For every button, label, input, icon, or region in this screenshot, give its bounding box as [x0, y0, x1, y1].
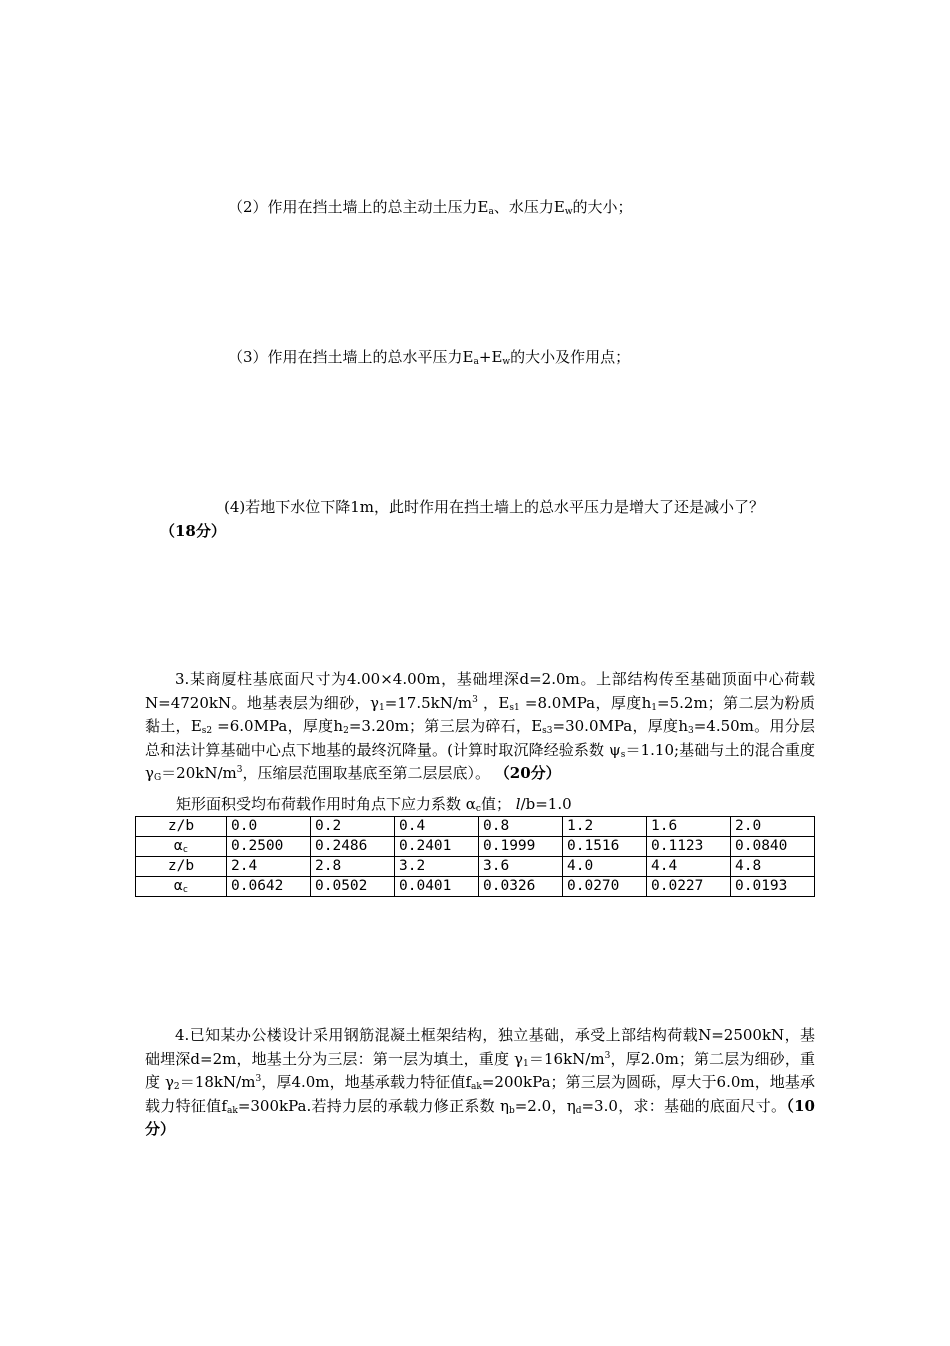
table-cell: 0.0270: [563, 877, 647, 897]
question-2-part-4: (4)若地下水位下降1m，此时作用在挡土墙上的总水平压力是增大了还是减小了？: [224, 498, 765, 516]
row-header: $\alpha_c$: [136, 837, 227, 857]
question-2-part-2: （2）作用在挡土墙上的总主动土压力$E_a$、水压力$E_w$的大小；: [228, 198, 633, 217]
table-cell: 1.6: [647, 817, 731, 837]
table-cell: 2.4: [227, 857, 311, 877]
table-cell: 2.8: [311, 857, 395, 877]
table-cell: 0.1123: [647, 837, 731, 857]
table-cell: 0.1999: [479, 837, 563, 857]
table-cell: 0.0: [227, 817, 311, 837]
row-header: z/b: [136, 817, 227, 837]
table-cell: 3.6: [479, 857, 563, 877]
table-row: [136, 877, 815, 897]
table-cell: 4.8: [731, 857, 815, 877]
row-header: $\alpha_c$: [136, 877, 227, 897]
table-cell: 0.0401: [395, 877, 479, 897]
question-4-points: （10分）: [145, 1096, 815, 1138]
table-caption: 矩形面积受均布荷载作用时角点下应力系数 $\alpha_c$值； l/b=1.0: [176, 795, 572, 814]
question-2-part-3: （3）作用在挡土墙上的总水平压力$E_a+E_w$的大小及作用点；: [228, 348, 631, 367]
table-cell: 0.2401: [395, 837, 479, 857]
table-cell: 0.2486: [311, 837, 395, 857]
table-cell: 0.4: [395, 817, 479, 837]
table-cell: 0.0502: [311, 877, 395, 897]
row-header: z/b: [136, 857, 227, 877]
question-4: 4.已知某办公楼设计采用钢筋混凝土框架结构，独立基础，承受上部结构荷载N=2500kN，基础埋深d=2m，地基土分为三层：第一层为填土，重度 $\gamma_1=16kN/m^3$，厚2.0m；第二层为细砂，重度 $\gamma_2=18kN/m^3$，厚4.0m，地基承载力特征值$f_{ak}=200kPa$；第三层为圆砾，厚大于6.0m，地基承载力特征值$f_{ak}=300kPa$.若持力层的承载力修正系数 $\eta_b=2.0$，$\eta_d=3.0$，求：基础的底面尺寸。（10分）: [145, 1026, 815, 1138]
table-cell: 0.2: [311, 817, 395, 837]
table-cell: 0.8: [479, 817, 563, 837]
question-3-points: （20分）: [494, 764, 561, 782]
table-cell: 0.0326: [479, 877, 563, 897]
question-3: 3.某商厦柱基底面尺寸为4.00×4.00m，基础埋深d=2.0m。上部结构传至基础顶面中心荷载N=4720kN。地基表层为细砂，$\gamma_1=17.5kN/m^3$ ，$E_{s1} =8.0MPa$，厚度$h_1=5.2m$；第二层为粉质黏土，$E_{s2} =6.0MPa$，厚度$h_2=3.20m$；第三层为碎石，$E_{s3}=30.0MPa$，厚度$h_3=4.50m$。用分层总和法计算基础中心点下地基的最终沉降量。(计算时取沉降经验系数 $\psi_s=1.10$;基础与土的混合重度 $\gamma_G=20kN/m^3$，压缩层范围取基底至第二层层底）。 （20分）: [145, 670, 816, 783]
table-row: [136, 837, 815, 857]
question-2-points: （18分）: [160, 522, 226, 540]
table-cell: 3.2: [395, 857, 479, 877]
table-cell: 0.2500: [227, 837, 311, 857]
table-cell: 2.0: [731, 817, 815, 837]
table-cell: 0.0642: [227, 877, 311, 897]
table-cell: 0.0193: [731, 877, 815, 897]
table-cell: 0.0227: [647, 877, 731, 897]
table-row: [136, 857, 815, 877]
table-cell: 4.0: [563, 857, 647, 877]
table-cell: 1.2: [563, 817, 647, 837]
table-cell: 0.1516: [563, 837, 647, 857]
table-cell: 4.4: [647, 857, 731, 877]
table-row: [136, 817, 815, 837]
stress-coefficient-table: [135, 816, 815, 897]
table-cell: 0.0840: [731, 837, 815, 857]
